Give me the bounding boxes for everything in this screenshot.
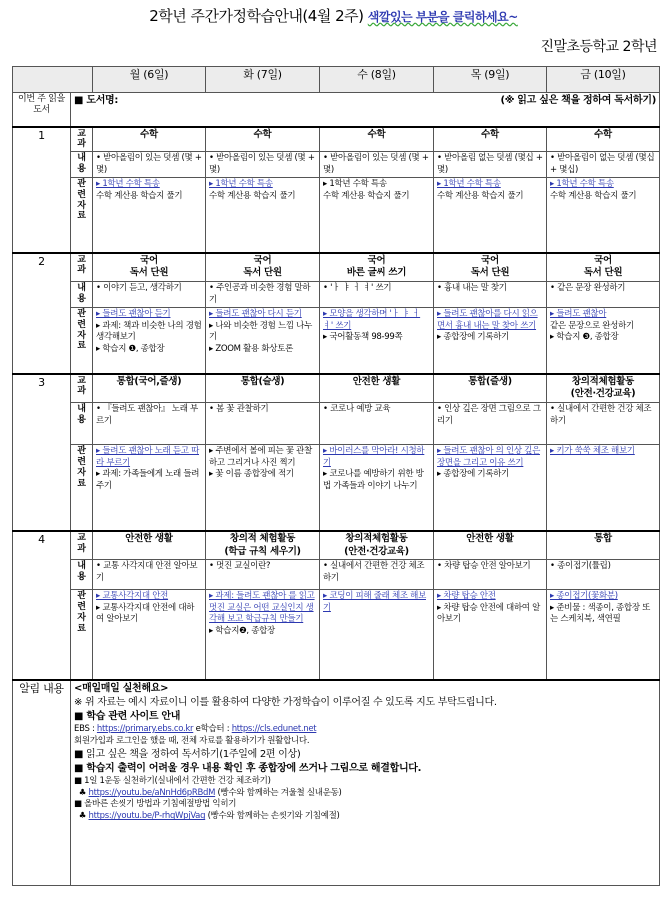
resource-text: 수학 계산용 학습지 풀기	[209, 190, 296, 201]
content-cell: • 교통 사각지대 안전 알아보기	[93, 560, 206, 590]
resource-link[interactable]: ▸ 들려도 괜찮아 다시 듣기	[209, 309, 302, 320]
content-cell: • 코로나 예방 교육	[320, 403, 434, 445]
resource-link[interactable]: ▸ 1학년 수학 특송	[209, 179, 273, 190]
resource-text: ▸ 학습지❷, 종합장	[209, 625, 275, 636]
resource-link[interactable]: ▸ 차량 탑승 안전	[437, 591, 496, 602]
subject-label: 교과	[71, 531, 93, 560]
resource-cell	[93, 590, 206, 680]
resource-text: ▸ 주변에서 볼에 피는 꽃 관찰하고 그리거나 사진 찍기	[209, 446, 312, 468]
resource-text: ▸ 종합장에 기록하기	[437, 469, 510, 480]
subject-cell	[320, 374, 434, 403]
subject-line: 독서 단원	[243, 267, 282, 279]
reading-book-label: ■ 도서명:	[74, 95, 119, 106]
subject-cell	[93, 253, 206, 282]
subject-label: 교과	[71, 127, 93, 152]
content-cell: • 받아올림이 없는 덧셈 (몇십 + 몇십)	[547, 152, 660, 178]
content-cell: • 인상 깊은 장면 그림으로 그리기	[434, 403, 547, 445]
subject-cell	[434, 531, 547, 560]
day-header-wed: 수 (8일)	[320, 67, 434, 93]
subject-cell	[547, 253, 660, 282]
resource-label: 관련 자료	[71, 445, 93, 531]
period-number: 2	[13, 253, 71, 374]
content-cell: • 'ㅏ ㅑ ㅓ ㅕ' 쓰기	[320, 282, 434, 308]
resource-cell	[547, 308, 660, 374]
resource-cell	[320, 308, 434, 374]
subject-line: 독서 단원	[583, 267, 623, 279]
resource-cell	[206, 590, 320, 680]
exercise1-link[interactable]: https://youtu.be/aNnHd6pRBdM	[88, 787, 216, 798]
subject-line: 통합(즐생)	[468, 375, 512, 387]
reading-book-cell	[71, 93, 660, 127]
resource-cell	[320, 445, 434, 531]
resource-text: ▸ 국어활동책 98-99쪽	[323, 332, 403, 343]
resource-link[interactable]: ▸ 들려도 괜찮아 의 인상 깊은 장면을 그리고 이유 쓰기	[437, 446, 540, 468]
resource-cell	[320, 178, 434, 253]
resource-cell	[547, 178, 660, 253]
subject-line: 바른 글씨 쓰기	[346, 267, 407, 279]
ebs-label: EBS :	[74, 723, 97, 734]
subject-line: 수학	[481, 128, 499, 140]
subject-cell	[93, 127, 206, 152]
day-header-thu: 목 (9일)	[434, 67, 547, 93]
notes-exercise2: ■ 올바른 손씻기 방법과 기침예절방법 익히기	[74, 799, 237, 810]
notes-site-links	[74, 724, 656, 736]
subject-cell	[434, 253, 547, 282]
resource-link[interactable]: ▸ 모양을 생각하며 'ㅏ ㅑ ㅓ ㅕ' 쓰기	[323, 309, 421, 331]
resource-text: ▸ 코로나를 예방하기 위한 방법 가족들과 이야기 나누기	[323, 469, 424, 491]
content-cell: • 실내에서 간편한 건강 체조하기	[547, 403, 660, 445]
cls-link[interactable]: https://cls.edunet.net	[231, 723, 317, 734]
school-name: 진말초등학교 2학년	[540, 39, 657, 55]
reading-note: (※ 읽고 싶은 책을 정하여 독서하기)	[500, 95, 656, 106]
resource-link[interactable]: ▸ 들려도 괜찮아를 다시 읽으면서 흉내 내는 말 찾아 쓰기	[437, 309, 538, 331]
day-header-fri: 금 (10일)	[547, 67, 660, 93]
resource-link[interactable]: ▸ 바이러스를 막아라! 시청하기	[323, 446, 425, 468]
resource-link[interactable]: ▸ 코딩이 피해 줄래 체조 해보기	[323, 591, 426, 613]
exercise1-desc: (빵수와 함께하는 겨울철 실내운동)	[215, 787, 342, 798]
resource-link[interactable]: ▸ 교통사각지대 안전	[96, 591, 169, 602]
weekly-plan-table	[12, 66, 660, 886]
content-cell: • 봄 꽃 관찰하기	[206, 403, 320, 445]
ebs-link[interactable]: https://primary.ebs.co.kr	[96, 723, 194, 734]
notes-intro: ※ 위 자료는 예시 자료이니 이를 활용하여 다양한 가정학습이 이루어질 수 있도록 지도 부탁드립니다.	[74, 696, 497, 708]
cls-label: e학습터 :	[195, 723, 232, 734]
content-cell: • 이야기 듣고, 생각하기	[93, 282, 206, 308]
resource-text: 수학 계산용 학습지 풀기	[437, 190, 524, 201]
resource-link[interactable]: ▸ 1학년 수학 특송	[550, 179, 614, 190]
resource-link[interactable]: ▸ 1학년 수학 특송	[437, 179, 501, 190]
subject-line: 국어	[367, 254, 386, 266]
resource-text: ▸ 차량 탑승 안전에 대하여 알아보기	[437, 602, 540, 625]
click-hint: 색깔있는 부분을 클릭하세요~	[367, 10, 518, 24]
subject-line: 창의적체험활동	[345, 532, 408, 544]
content-cell: • 받아올림이 있는 덧셈 (몇 + 몇)	[320, 152, 434, 178]
notes-exercise2-link-row: ♣ https://youtu.be/P-rhqWpjVag (빵수와 함께하는 손씻기와 기침예절)	[74, 811, 340, 822]
subject-cell	[547, 127, 660, 152]
content-cell: • 받아올림 없는 덧셈 (몇십 + 몇)	[434, 152, 547, 178]
subject-line: 창의적체험활동	[571, 375, 635, 387]
content-label: 내용	[71, 152, 93, 178]
subject-line: 안전한 생활	[125, 532, 173, 544]
resource-cell	[434, 590, 547, 680]
resource-text: ▸ 종합장에 기록하기	[437, 332, 510, 343]
resource-cell	[434, 445, 547, 531]
subject-line: 국어	[253, 254, 272, 266]
subject-line: (학급 규칙 세우기)	[224, 545, 301, 557]
resource-cell	[93, 308, 206, 374]
resource-link[interactable]: ▸ 들려도 괜찮아 노래 듣고 따라 부르기	[96, 446, 199, 468]
subject-cell	[320, 127, 434, 152]
resource-cell	[206, 445, 320, 531]
subject-line: 통합	[594, 532, 612, 544]
notes-exercise1: ■ 1일 1운동 실천하기(실내에서 간편한 건강 체조하기)	[74, 775, 271, 786]
subject-cell	[206, 374, 320, 403]
resource-cell	[93, 178, 206, 253]
resource-link[interactable]: ▸ 들려도 괜찮아 듣기	[96, 309, 171, 320]
content-cell: • 실내에서 간편한 건강 체조하기	[320, 560, 434, 590]
content-cell: • 주인공과 비슷한 경험 말하기	[206, 282, 320, 308]
resource-cell	[434, 308, 547, 374]
subject-cell	[206, 127, 320, 152]
content-cell: • 받아올림이 있는 덧셈 (몇 + 몇)	[206, 152, 320, 178]
day-header-mon: 월 (6일)	[93, 67, 206, 93]
exercise2-desc: (빵수와 함께하는 손씻기와 기침예절)	[205, 811, 340, 822]
resource-text: ▸ 준비물 : 색종이, 종합장 또는 스케치북, 색연필	[550, 602, 651, 625]
reading-label: 이번 주 읽을 도서	[13, 93, 71, 127]
resource-text: ▸ 과제: 책과 비슷한 나의 경험 생각해보기	[96, 320, 202, 343]
period-number: 3	[13, 374, 71, 531]
subject-line: 수학	[594, 128, 612, 140]
resource-cell	[320, 590, 434, 680]
subject-line: 안전한 생활	[466, 532, 514, 544]
subject-line: 국어	[481, 254, 499, 266]
notes-reading: ■ 읽고 싶은 책을 정하여 독서하기(1주일에 2편 이상)	[74, 748, 301, 760]
corner-cell	[13, 67, 93, 93]
subject-line: 국어	[140, 254, 158, 266]
resource-text: ▸ 과제: 가족들에게 노래 들려주기	[96, 469, 200, 491]
resource-link[interactable]: ▸ 과제: 들려도 괜찮아 를 읽고 멋진 교실은 어떤 교실인지 생각해 보고 학급규칙 만들기	[209, 591, 315, 625]
content-cell: • 『들려도 괜찮아』 노래 부르기	[93, 403, 206, 445]
content-cell: • 멋진 교실이란?	[206, 560, 320, 590]
resource-text: ▸ 학습지 ❸, 종합장	[550, 332, 619, 343]
exercise2-link[interactable]: https://youtu.be/P-rhqWpjVag	[88, 811, 206, 822]
content-cell: • 흉내 내는 말 찾기	[434, 282, 547, 308]
subject-cell	[320, 531, 434, 560]
resource-link[interactable]: ▸ 들려도 괜찮아	[550, 309, 607, 320]
resource-cell	[434, 178, 547, 253]
subject-line: 독서 단원	[470, 267, 510, 279]
content-label: 내용	[71, 560, 93, 590]
resource-text: ▸ 교통사각지대 안전에 대하여 알아보기	[96, 602, 195, 625]
resource-link[interactable]: ▸ 1학년 수학 특송	[96, 179, 160, 190]
notes-heading: <매일매일 실천해요>	[74, 682, 169, 694]
resource-cell	[206, 308, 320, 374]
resource-link[interactable]: ▸ 키가 쑥쑥 체조 해보기	[550, 446, 635, 457]
subject-label: 교과	[71, 374, 93, 403]
period-number: 1	[13, 127, 71, 253]
subject-line: 수학	[140, 128, 158, 140]
resource-text: ▸ 1학년 수학 특송	[323, 179, 387, 190]
notes-exercise1-link-row: ♣ https://youtu.be/aNnHd6pRBdM (빵수와 함께하는 겨울철 실내운동)	[74, 787, 342, 798]
notes-site-title: ■ 학습 관련 사이트 안내	[74, 710, 181, 722]
subject-line: 안전한 생활	[352, 375, 401, 387]
resource-label: 관련 자료	[71, 308, 93, 374]
notes-cell	[71, 680, 660, 886]
content-label: 내용	[71, 282, 93, 308]
notes-print: ■ 학습지 출력이 어려울 경우 내용 확인 후 종합장에 쓰거나 그림으로 해결합니다.	[74, 762, 422, 774]
subject-line: 통합(국어,즐생)	[116, 375, 182, 387]
subject-cell	[547, 374, 660, 403]
day-header-tue: 화 (7일)	[206, 67, 320, 93]
subject-cell	[547, 531, 660, 560]
subject-line: 수학	[367, 128, 386, 140]
subject-line: (안전·건강교육)	[570, 388, 636, 400]
resource-cell	[93, 445, 206, 531]
subject-line: 통합(슬생)	[240, 375, 285, 387]
resource-text: ▸ ZOOM 활용 화상토론	[209, 343, 293, 354]
subject-label: 교과	[71, 253, 93, 282]
notes-site-desc: 회원가입과 로그인을 했을 때, 전체 자료를 활용하기가 원활합니다.	[74, 735, 310, 746]
subject-line: (안전·건강교육)	[344, 545, 409, 557]
resource-cell	[547, 590, 660, 680]
subject-cell	[93, 531, 206, 560]
subject-cell	[320, 253, 434, 282]
resource-text: ▸ 꽃 이름 종합장에 적기	[209, 469, 294, 480]
resource-cell	[547, 445, 660, 531]
content-label: 내용	[71, 403, 93, 445]
resource-link[interactable]: ▸ 종이접기(꽃화분)	[550, 591, 618, 602]
subject-cell	[206, 253, 320, 282]
content-cell: • 받아올림이 있는 덧셈 (몇 + 몇)	[93, 152, 206, 178]
content-cell: • 종이접기(튤립)	[547, 560, 660, 590]
subject-cell	[93, 374, 206, 403]
period-number: 4	[13, 531, 71, 680]
subject-line: 국어	[594, 254, 612, 266]
resource-text: ▸ 학습지 ❶, 종합장	[96, 343, 165, 354]
subject-cell	[206, 531, 320, 560]
notes-label: 알림 내용	[13, 680, 71, 886]
content-cell: • 같은 문장 완성하기	[547, 282, 660, 308]
resource-text: 같은 문장으로 완성하기	[550, 320, 634, 331]
subject-line: 창의적 체험활동	[229, 532, 296, 544]
subject-line: 수학	[253, 128, 272, 140]
resource-cell	[206, 178, 320, 253]
title-text: 2학년 주간가정학습안내(4월 2주)	[149, 7, 364, 25]
resource-text: 수학 계산용 학습지 풀기	[550, 190, 637, 201]
resource-label: 관련 자료	[71, 178, 93, 253]
resource-text: ▸ 나와 비슷한 경험 느낌 나누기	[209, 320, 312, 343]
resource-text: 수학 계산용 학습지 풀기	[96, 190, 183, 201]
subject-line: 독서 단원	[129, 267, 169, 279]
subject-cell	[434, 374, 547, 403]
subject-cell	[434, 127, 547, 152]
page-title	[0, 5, 667, 26]
resource-label: 관련 자료	[71, 590, 93, 680]
content-cell: • 차량 탑승 안전 알아보기	[434, 560, 547, 590]
resource-text: 수학 계산용 학습지 풀기	[323, 190, 410, 201]
